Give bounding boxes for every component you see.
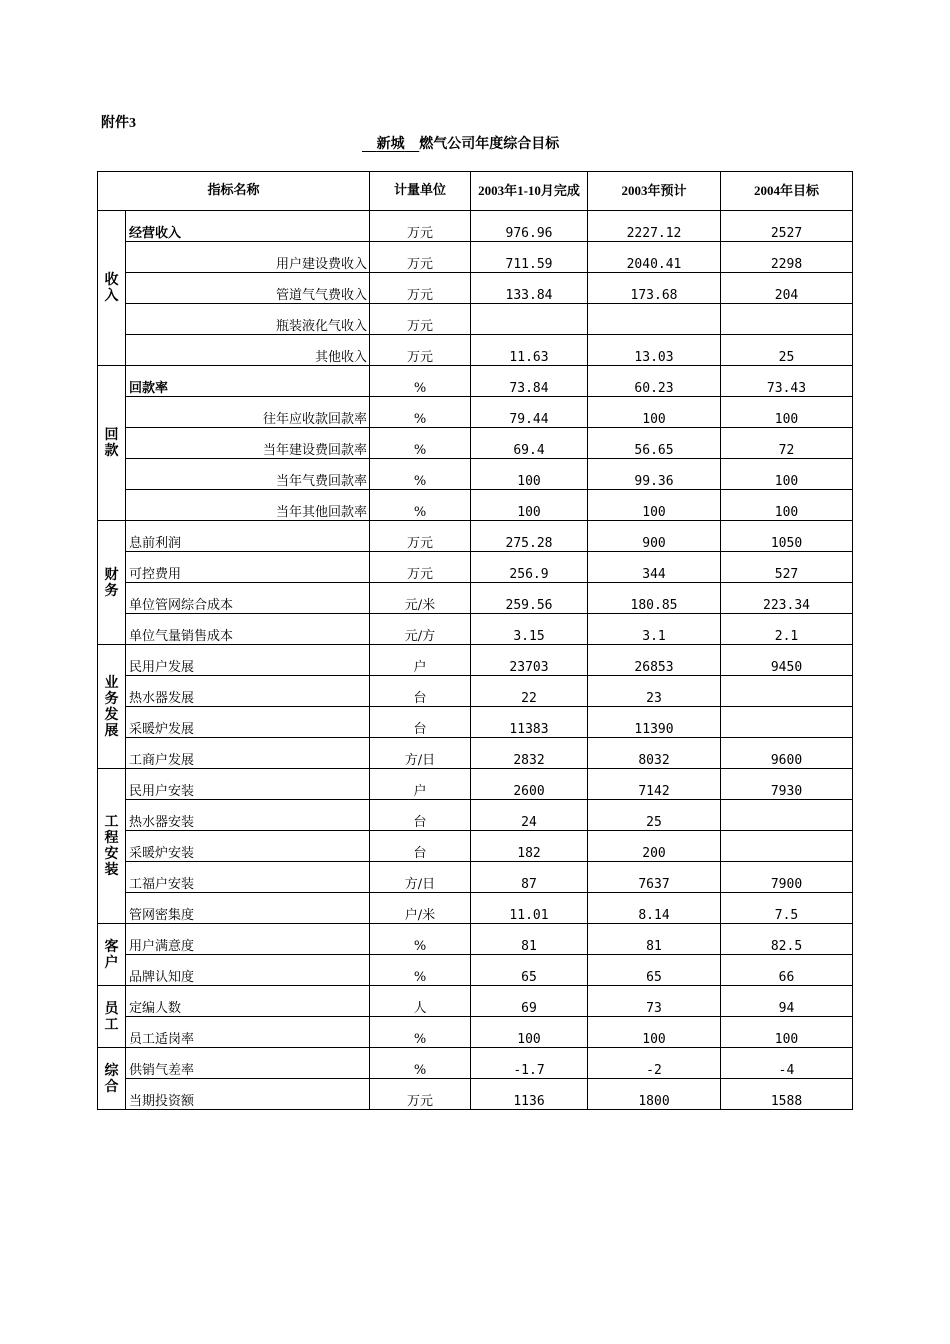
category-label: 员工 <box>104 1000 119 1033</box>
value-2004-target-cell <box>721 304 853 335</box>
table-row <box>98 490 853 521</box>
unit-cell: % <box>370 397 471 428</box>
table-row <box>98 428 853 459</box>
table-row <box>98 583 853 614</box>
indicator-name-cell: 供销气差率 <box>126 1048 370 1079</box>
value-2003-estimate-cell: 100 <box>588 490 721 521</box>
table-row <box>98 738 853 769</box>
value-2004-target-cell: 2527 <box>721 211 853 242</box>
value-2003-estimate-cell: 99.36 <box>588 459 721 490</box>
category-label: 客户 <box>104 938 119 971</box>
value-2004-target-cell: 7900 <box>721 862 853 893</box>
unit-cell: % <box>370 490 471 521</box>
value-2004-target-cell <box>721 676 853 707</box>
unit-cell: 台 <box>370 800 471 831</box>
unit-cell: % <box>370 428 471 459</box>
value-2003-jan-oct-cell: 976.96 <box>471 211 588 242</box>
value-2003-jan-oct-cell: 65 <box>471 955 588 986</box>
category-cell <box>98 521 126 645</box>
value-2004-target-cell: 94 <box>721 986 853 1017</box>
value-2004-target-cell: 100 <box>721 459 853 490</box>
unit-cell: 台 <box>370 831 471 862</box>
value-2003-jan-oct-cell: 133.84 <box>471 273 588 304</box>
value-2003-estimate-cell: 26853 <box>588 645 721 676</box>
value-2003-estimate-cell: 1800 <box>588 1079 721 1110</box>
table-row <box>98 862 853 893</box>
value-2003-jan-oct-cell: 100 <box>471 459 588 490</box>
value-2003-estimate-cell: 60.23 <box>588 366 721 397</box>
value-2003-estimate-cell: 3.1 <box>588 614 721 645</box>
value-2003-jan-oct-cell: 24 <box>471 800 588 831</box>
value-2004-target-cell: 100 <box>721 397 853 428</box>
indicator-name-cell: 回款率 <box>126 366 370 397</box>
table-row <box>98 676 853 707</box>
table-row <box>98 459 853 490</box>
value-2003-jan-oct-cell: 100 <box>471 490 588 521</box>
category-label: 回款 <box>104 427 119 459</box>
indicator-name-cell: 品牌认知度 <box>126 955 370 986</box>
value-2003-estimate-cell: 8032 <box>588 738 721 769</box>
value-2003-estimate-cell: 23 <box>588 676 721 707</box>
indicator-name-cell: 经营收入 <box>126 211 370 242</box>
value-2003-jan-oct-cell: 275.28 <box>471 521 588 552</box>
unit-cell: 万元 <box>370 242 471 273</box>
targets-table <box>97 171 853 1110</box>
indicator-name-cell: 单位气量销售成本 <box>126 614 370 645</box>
indicator-name-cell: 采暖炉安装 <box>126 831 370 862</box>
table-row <box>98 986 853 1017</box>
unit-cell: 万元 <box>370 552 471 583</box>
header-2003-jan-oct: 2003年1-10月完成 <box>471 172 588 211</box>
value-2003-jan-oct-cell: 2600 <box>471 769 588 800</box>
indicator-name-cell: 用户建设费收入 <box>126 242 370 273</box>
value-2004-target-cell: 82.5 <box>721 924 853 955</box>
value-2004-target-cell: 223.34 <box>721 583 853 614</box>
value-2003-estimate-cell: 173.68 <box>588 273 721 304</box>
category-label: 收入 <box>104 272 119 304</box>
value-2003-estimate-cell: 73 <box>588 986 721 1017</box>
value-2003-estimate-cell: 100 <box>588 1017 721 1048</box>
title-city: 新城 <box>376 136 405 152</box>
value-2003-jan-oct-cell: 1136 <box>471 1079 588 1110</box>
indicator-name-cell: 工商户发展 <box>126 738 370 769</box>
value-2004-target-cell: 1050 <box>721 521 853 552</box>
unit-cell: 元/方 <box>370 614 471 645</box>
table-row <box>98 521 853 552</box>
unit-cell: 户 <box>370 645 471 676</box>
value-2003-estimate-cell <box>588 304 721 335</box>
unit-cell: 元/米 <box>370 583 471 614</box>
document-title <box>362 133 559 153</box>
indicator-name-cell: 工福户安装 <box>126 862 370 893</box>
value-2003-jan-oct-cell: 69 <box>471 986 588 1017</box>
value-2003-estimate-cell: 8.14 <box>588 893 721 924</box>
category-cell <box>98 769 126 924</box>
value-2003-jan-oct-cell: 256.9 <box>471 552 588 583</box>
table-row <box>98 707 853 738</box>
indicator-name-cell: 当年其他回款率 <box>126 490 370 521</box>
value-2003-jan-oct-cell: 23703 <box>471 645 588 676</box>
category-cell <box>98 366 126 521</box>
table-row <box>98 1017 853 1048</box>
unit-cell: 万元 <box>370 521 471 552</box>
value-2003-estimate-cell: 100 <box>588 397 721 428</box>
indicator-name-cell: 瓶装液化气收入 <box>126 304 370 335</box>
value-2003-estimate-cell: 2040.41 <box>588 242 721 273</box>
table-row <box>98 211 853 242</box>
indicator-name-cell: 当期投资额 <box>126 1079 370 1110</box>
unit-cell: 人 <box>370 986 471 1017</box>
category-cell <box>98 924 126 986</box>
unit-cell: 万元 <box>370 304 471 335</box>
category-cell <box>98 211 126 366</box>
value-2003-jan-oct-cell: 711.59 <box>471 242 588 273</box>
value-2003-estimate-cell: 25 <box>588 800 721 831</box>
value-2004-target-cell <box>721 800 853 831</box>
value-2003-estimate-cell: 81 <box>588 924 721 955</box>
value-2003-estimate-cell: 180.85 <box>588 583 721 614</box>
unit-cell: 万元 <box>370 1079 471 1110</box>
category-label: 财务 <box>104 566 119 599</box>
unit-cell: % <box>370 1048 471 1079</box>
category-label: 工程安装 <box>104 814 119 878</box>
indicator-name-cell: 其他收入 <box>126 335 370 366</box>
value-2003-jan-oct-cell <box>471 304 588 335</box>
table-row <box>98 955 853 986</box>
value-2003-estimate-cell: 7637 <box>588 862 721 893</box>
unit-cell: % <box>370 459 471 490</box>
value-2004-target-cell: 204 <box>721 273 853 304</box>
category-cell <box>98 986 126 1048</box>
indicator-name-cell: 用户满意度 <box>126 924 370 955</box>
value-2004-target-cell: 9600 <box>721 738 853 769</box>
value-2003-estimate-cell: 7142 <box>588 769 721 800</box>
table-row <box>98 304 853 335</box>
category-cell <box>98 1048 126 1110</box>
indicator-name-cell: 热水器安装 <box>126 800 370 831</box>
value-2003-jan-oct-cell: 2832 <box>471 738 588 769</box>
value-2004-target-cell: 72 <box>721 428 853 459</box>
value-2003-jan-oct-cell: 3.15 <box>471 614 588 645</box>
category-cell <box>98 645 126 769</box>
indicator-name-cell: 采暖炉发展 <box>126 707 370 738</box>
indicator-name-cell: 定编人数 <box>126 986 370 1017</box>
value-2004-target-cell <box>721 707 853 738</box>
value-2003-estimate-cell: 900 <box>588 521 721 552</box>
value-2003-estimate-cell: 65 <box>588 955 721 986</box>
value-2004-target-cell <box>721 831 853 862</box>
unit-cell: 户/米 <box>370 893 471 924</box>
indicator-name-cell: 往年应收款回款率 <box>126 397 370 428</box>
value-2004-target-cell: 100 <box>721 490 853 521</box>
value-2003-jan-oct-cell: 11.01 <box>471 893 588 924</box>
unit-cell: % <box>370 1017 471 1048</box>
indicator-name-cell: 管道气气费收入 <box>126 273 370 304</box>
unit-cell: 台 <box>370 707 471 738</box>
table-header-row <box>98 172 853 211</box>
table-row <box>98 1048 853 1079</box>
value-2003-jan-oct-cell: 11383 <box>471 707 588 738</box>
value-2003-estimate-cell: 2227.12 <box>588 211 721 242</box>
table-row <box>98 552 853 583</box>
indicator-name-cell: 息前利润 <box>126 521 370 552</box>
unit-cell: 台 <box>370 676 471 707</box>
value-2004-target-cell: 73.43 <box>721 366 853 397</box>
value-2003-jan-oct-cell: 182 <box>471 831 588 862</box>
indicator-name-cell: 民用户发展 <box>126 645 370 676</box>
unit-cell: 万元 <box>370 273 471 304</box>
table-body <box>98 211 853 1110</box>
table-row <box>98 800 853 831</box>
table-row <box>98 924 853 955</box>
table-row <box>98 769 853 800</box>
value-2003-estimate-cell: -2 <box>588 1048 721 1079</box>
table-row <box>98 645 853 676</box>
table-row <box>98 242 853 273</box>
indicator-name-cell: 单位管网综合成本 <box>126 583 370 614</box>
header-unit: 计量单位 <box>370 172 471 211</box>
indicator-name-cell: 热水器发展 <box>126 676 370 707</box>
value-2004-target-cell: -4 <box>721 1048 853 1079</box>
indicator-name-cell: 员工适岗率 <box>126 1017 370 1048</box>
table-row <box>98 335 853 366</box>
unit-cell: 万元 <box>370 211 471 242</box>
value-2004-target-cell: 66 <box>721 955 853 986</box>
unit-cell: 户 <box>370 769 471 800</box>
indicator-name-cell: 可控费用 <box>126 552 370 583</box>
unit-cell: % <box>370 366 471 397</box>
value-2003-estimate-cell: 344 <box>588 552 721 583</box>
unit-cell: 万元 <box>370 335 471 366</box>
table-row <box>98 831 853 862</box>
value-2003-estimate-cell: 200 <box>588 831 721 862</box>
value-2004-target-cell: 2.1 <box>721 614 853 645</box>
value-2004-target-cell: 100 <box>721 1017 853 1048</box>
unit-cell: 方/日 <box>370 862 471 893</box>
value-2003-jan-oct-cell: 22 <box>471 676 588 707</box>
value-2003-estimate-cell: 11390 <box>588 707 721 738</box>
value-2004-target-cell: 9450 <box>721 645 853 676</box>
value-2004-target-cell: 2298 <box>721 242 853 273</box>
table-row <box>98 893 853 924</box>
value-2003-jan-oct-cell: 73.84 <box>471 366 588 397</box>
value-2004-target-cell: 527 <box>721 552 853 583</box>
value-2004-target-cell: 25 <box>721 335 853 366</box>
indicator-name-cell: 民用户安装 <box>126 769 370 800</box>
table-row <box>98 1079 853 1110</box>
value-2003-jan-oct-cell: 11.63 <box>471 335 588 366</box>
table-row <box>98 273 853 304</box>
category-label: 业务发展 <box>104 674 119 739</box>
header-2003-estimate: 2003年预计 <box>588 172 721 211</box>
attachment-label: 附件3 <box>101 116 136 131</box>
value-2003-jan-oct-cell: -1.7 <box>471 1048 588 1079</box>
value-2003-estimate-cell: 56.65 <box>588 428 721 459</box>
table-row <box>98 614 853 645</box>
indicator-name-cell: 当年建设费回款率 <box>126 428 370 459</box>
unit-cell: 方/日 <box>370 738 471 769</box>
value-2003-jan-oct-cell: 100 <box>471 1017 588 1048</box>
table-row <box>98 397 853 428</box>
indicator-name-cell: 当年气费回款率 <box>126 459 370 490</box>
header-indicator: 指标名称 <box>98 172 370 211</box>
unit-cell: % <box>370 955 471 986</box>
indicator-name-cell: 管网密集度 <box>126 893 370 924</box>
value-2003-estimate-cell: 13.03 <box>588 335 721 366</box>
table-row <box>98 366 853 397</box>
title-text: 燃气公司年度综合目标 <box>419 136 560 152</box>
header-2004-target: 2004年目标 <box>721 172 853 211</box>
value-2003-jan-oct-cell: 69.4 <box>471 428 588 459</box>
value-2004-target-cell: 7930 <box>721 769 853 800</box>
value-2003-jan-oct-cell: 87 <box>471 862 588 893</box>
value-2003-jan-oct-cell: 259.56 <box>471 583 588 614</box>
value-2004-target-cell: 1588 <box>721 1079 853 1110</box>
value-2003-jan-oct-cell: 81 <box>471 924 588 955</box>
unit-cell: % <box>370 924 471 955</box>
category-label: 综合 <box>104 1062 119 1095</box>
value-2004-target-cell: 7.5 <box>721 893 853 924</box>
value-2003-jan-oct-cell: 79.44 <box>471 397 588 428</box>
